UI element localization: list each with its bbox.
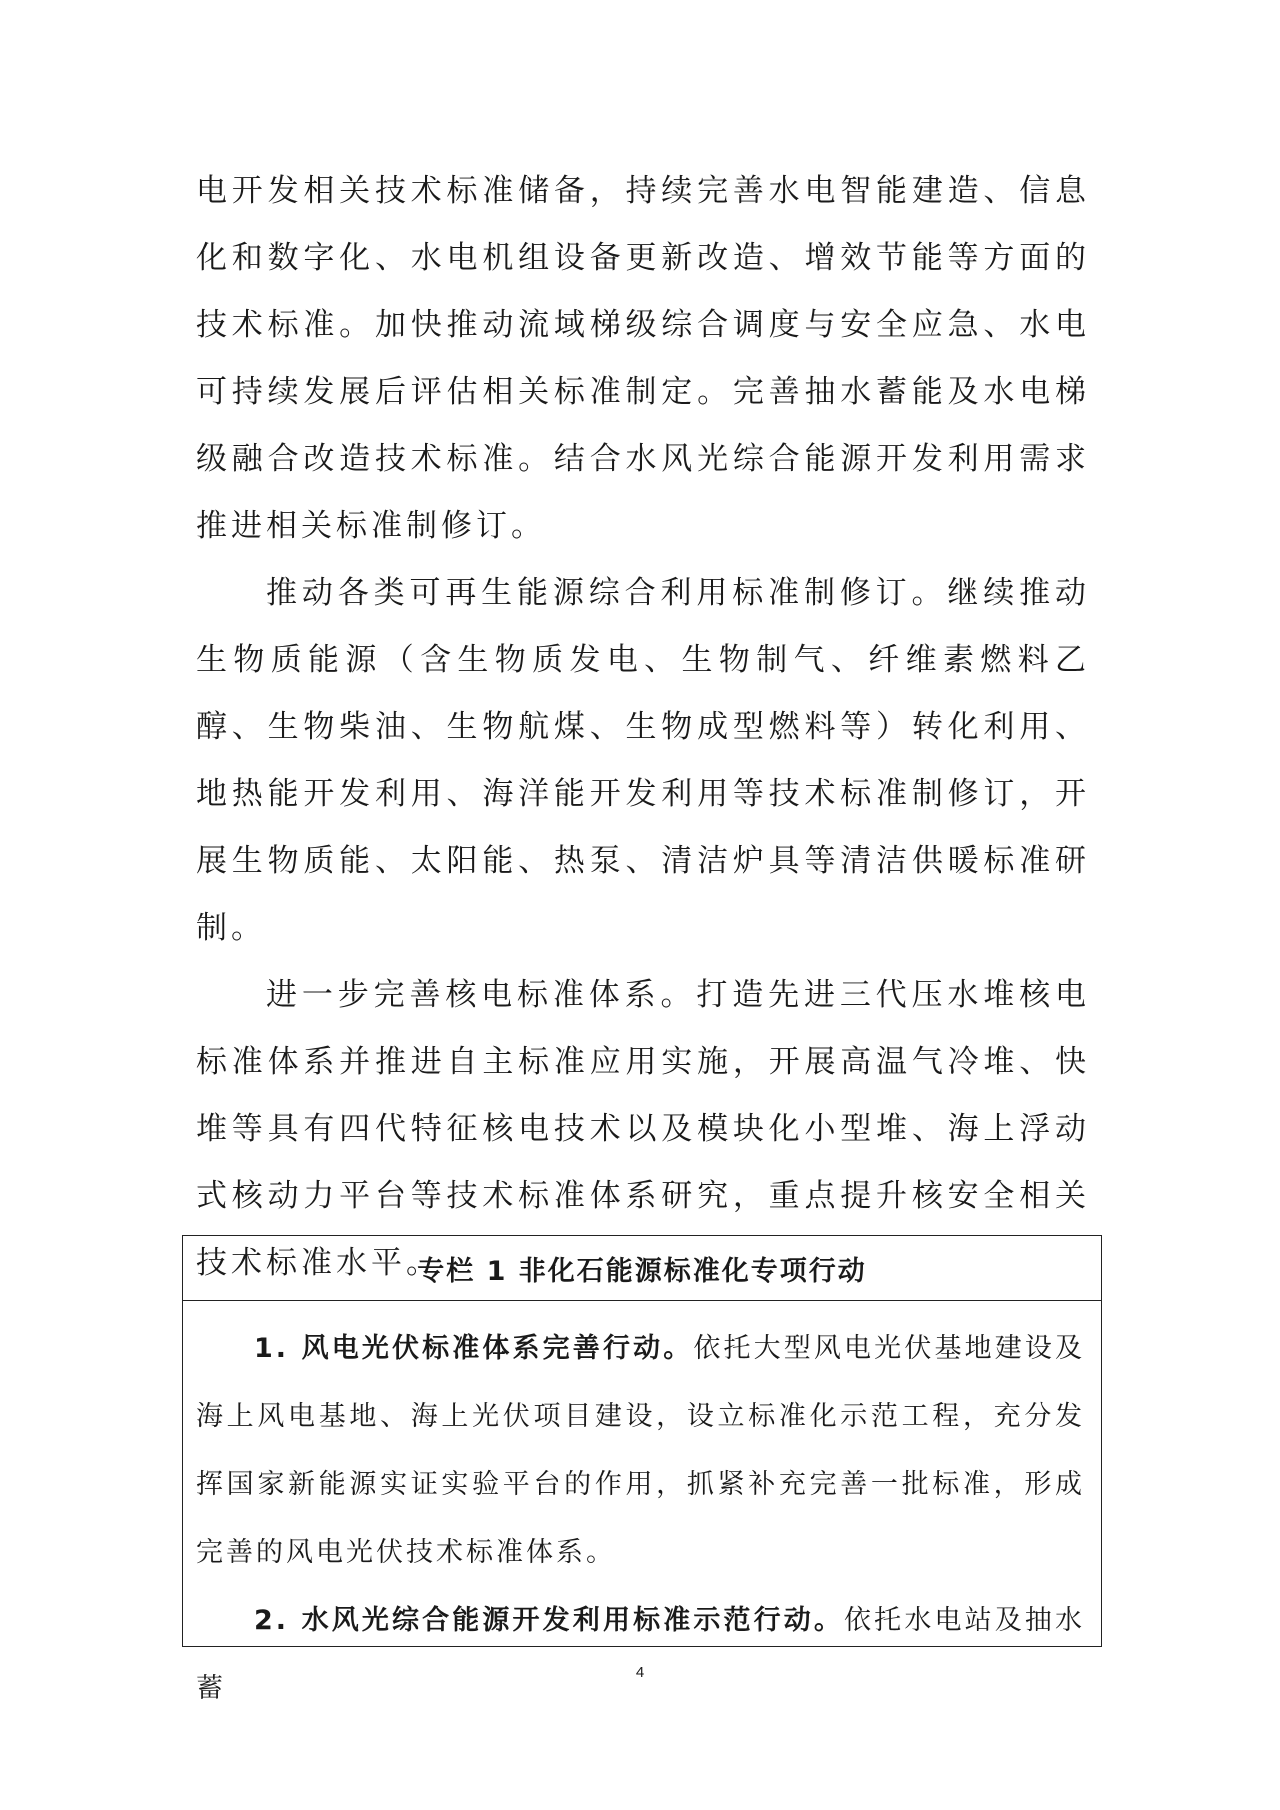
- column-box-body: [183, 1301, 1101, 1723]
- body-text: [196, 158, 1090, 1297]
- column-box: [182, 1235, 1102, 1704]
- column-box-item-lead: 2. 水风光综合能源开发利用标准示范行动。: [254, 1605, 845, 1636]
- column-box-item: [196, 1315, 1085, 1587]
- paragraph-hydropower-standards: 电开发相关技术标准储备，持续完善水电智能建造、信息化和数字化、水电机组设备更新改造、增效节能等方面的技术标准。加快推动流域梯级综合调度与安全应急、水电可持续发展后评估相关标准制定。完善抽水蓄能及水电梯级融合改造技术标准。结合水风光综合能源开发利用需求推进相关标准制修订。: [196, 173, 1090, 544]
- column-box-item-lead: 1. 风电光伏标准体系完善行动。: [254, 1333, 694, 1364]
- column-box-item-text: 依托水电站及抽水蓄: [196, 1605, 1086, 1704]
- page-number: 4: [635, 1664, 645, 1681]
- paragraph-nuclear-power: 进一步完善核电标准体系。打造先进三代压水堆核电标准体系并推进自主标准应用实施，开展高温气冷堆、快堆等具有四代特征核电技术以及模块化小型堆、海上浮动式核动力平台等技术标准体系研究，重点提升核安全相关技术标准水平。: [196, 977, 1090, 1281]
- column-box-title: 专栏 1 非化石能源标准化专项行动: [183, 1236, 1101, 1301]
- column-box-item: [196, 1587, 1085, 1723]
- paragraph-renewable-energy: 推动各类可再生能源综合利用标准制修订。继续推动生物质能源（含生物质发电、生物制气、纤维素燃料乙醇、生物柴油、生物航煤、生物成型燃料等）转化利用、地热能开发利用、海洋能开发利用等技术标准制修订，开展生物质能、太阳能、热泵、清洁炉具等清洁供暖标准研制。: [196, 575, 1090, 946]
- column-box-item-text: 依托大型风电光伏基地建设及海上风电基地、海上光伏项目建设，设立标准化示范工程，充分发挥国家新能源实证实验平台的作用，抓紧补充完善一批标准，形成完善的风电光伏技术标准体系。: [196, 1333, 1085, 1568]
